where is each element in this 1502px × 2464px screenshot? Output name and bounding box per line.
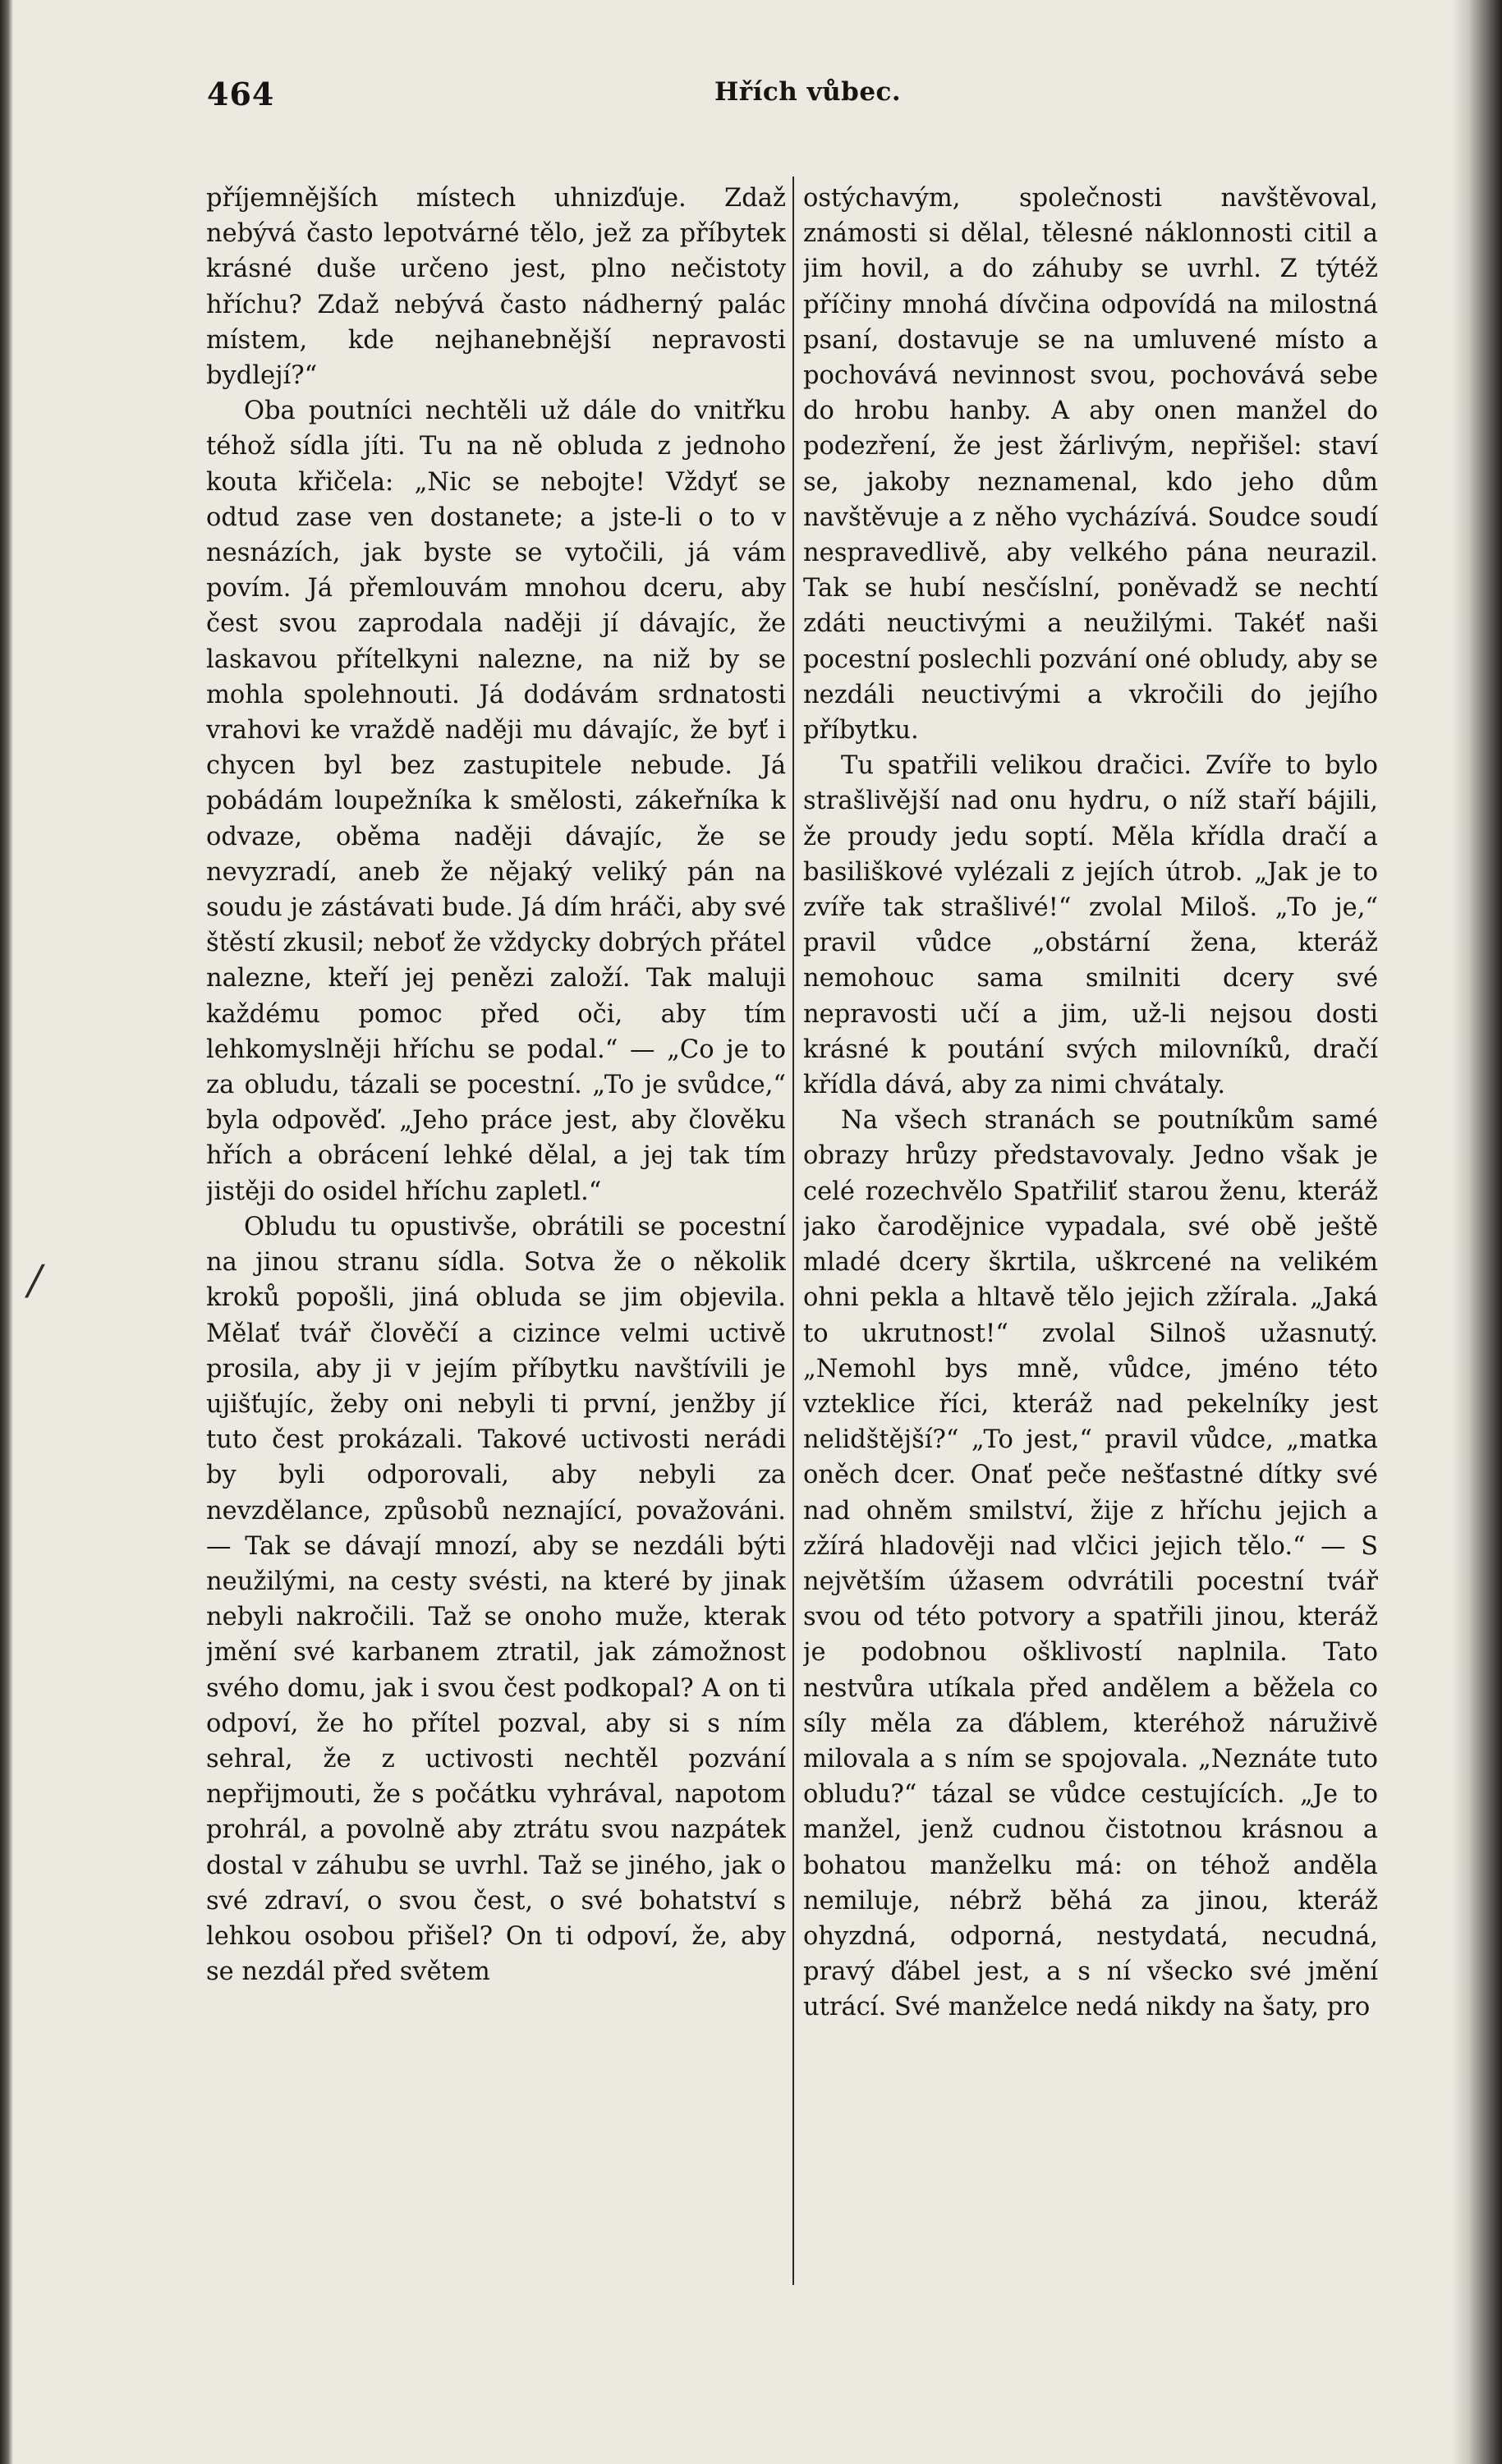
paragraph: příjemnějších místech uhnizďuje. Zdaž nebývá často lepotvárné tělo, jež za příbytek krásné duše určeno jest, plno nečistoty hříchu? Zdaž nebývá často nádherný palác místem, kde nejhanebnější nepravosti bydlejí?“ [206, 184, 786, 391]
paragraph: Tu spatřili velikou dračici. Zvíře to bylo strašlivější nad onu hydru, o níž staří bájili, že proudy jedu soptí. Měla křídla dračí a basiliškové vylézali z jejích útrob. „Jak je to zvíře tak strašlivé!“ zvolal Miloš. „To je,“ pravil vůdce „obstární žena, kteráž nemohouc sama smilniti dcery své nepravosti učí a jim, už-li nejsou dosti krásné k poutání svých milovníků, dračí křídla dává, aby za nimi chvátaly. [803, 751, 1378, 1100]
margin-pencil-mark: / [28, 1256, 42, 1304]
paragraph: Obludu tu opustivše, obrátili se pocestní na jinou stranu sídla. Sotva že o několik kroků popošli, jiná obluda se jim objevila. Mělať tvář člověčí a cizince velmi uctivě prosila, aby ji v jejím příbytku navštívili je ujišťujíc, žeby oni nebyli ti první, jenžby jí tuto čest prokázali. Takové uctivosti nerádi by byli odporovali, aby nebyli za nevzdělance, způsobů neznající, považováni. — Tak se dávají mnozí, aby se nezdáli býti neužilými, na cesty svésti, na které by jinak nebyli nakročili. Taž se onoho muže, kterak jmění své karbanem ztratil, jak zámožnost svého domu, jak i svou čest podkopal? A on ti odpoví, že ho přítel pozval, aby si s ním sehral, že z uctivosti nechtěl pozvání nepřijmouti, že s počátku vyhrával, napotom prohrál, a povolně aby ztrátu svou nazpátek dostal v záhubu se uvrhl. Taž se jiného, jak o své zdraví, o svou čest, o své bohatství s lehkou osobou přišel? On ti odpoví, že, aby se nezdál před světem [206, 1212, 786, 1987]
paragraph: Na všech stranách se poutníkům samé obrazy hrůzy představovaly. Jedno však je celé rozechvělo Spatřiliť starou ženu, kteráž jako čarodějnice vypadala, své obě ještě mladé dcery škrtila, uškrcené na velikém ohni pekla a hltavě tělo jejich zžírala. „Jaká to ukrutnost!“ zvolal Silnoš užasnutý. „Nemohl bys mně, vůdce, jméno této vzteklice říci, kteráž nad pekelníky jest nelidštější?“ „To jest,“ pravil vůdce, „matka oněch dcer. Onať peče nešťastné dítky své nad ohněm smilství, žije z hříchu jejich a zžírá hladověji nad vlčici jejich tělo.“ — S největším úžasem odvrátili pocestní tvář svou od této potvory a spatřili jinou, kteráž je podobnou ošklivostí naplnila. Tato nestvůra utíkala před andělem a běžela co síly měla za ďáblem, kteréhož náruživě milovala a s ním se spojovala. „Neznáte tuto obludu?“ tázal se vůdce cestujících. „Je to manžel, jenž cudnou čistotnou krásnou a bohatou manželku má: on téhož anděla nemiluje, nébrž běhá za jinou, kteráž ohyzdná, odporná, nestydatá, necudná, pravý ďábel jest, a s ní všecko své jmění utrácí. Své manželce nedá nikdy na šaty, pro [803, 1106, 1378, 2022]
left-column [206, 181, 786, 2381]
page-edge-shadow-right [1451, 0, 1502, 2464]
running-title: Hřích vůbec. [714, 77, 902, 107]
right-column [803, 181, 1378, 2381]
page-edge-shadow-left [0, 0, 13, 2464]
paragraph: Oba poutníci nechtěli už dále do vnitřku téhož sídla jíti. Tu na ně obluda z jednoho kouta křičela: „Nic se nebojte! Vždyť se odtud zase ven dostanete; a jste-li o to v nesnázích, jak byste se vytočili, já vám povím. Já přemlouvám mnohou dceru, aby čest svou zaprodala naději jí dávajíc, že laskavou přítelkyni nalezne, na niž by se mohla spolehnouti. Já dodávám srdnatosti vrahovi ke vraždě naději mu dávajíc, že byť i chycen byl bez zastupitele nebude. Já pobádám loupežníka k smělosti, zákeřníka k odvaze, oběma naději dávajíc, že se nevyzradí, aneb že nějaký veliký pán na soudu je zástávati bude. Já dím hráči, aby své štěstí zkusil; neboť že vždycky dobrých přátel nalezne, kteří jej penězi založí. Tak maluji každému pomoc před oči, aby tím lehkomyslněji hříchu se podal.“ — „Co je to za obludu, tázali se pocestní. „To je svůdce,“ byla odpověď. „Jeho práce jest, aby člověku hřích a obrácení lehké dělal, a jej tak tím jistěji do osidel hříchu zapletl.“ [206, 397, 786, 1206]
column-divider-rule [792, 177, 794, 2285]
page-header [0, 76, 1502, 117]
paragraph: ostýchavým, společnosti navštěvoval, známosti si dělal, tělesné náklonnosti citil a jim hovil, a do záhuby se uvrhl. Z týtéž příčiny mnohá dívčina odpovídá na milostná psaní, dostavuje se na umluvené místo a pochovává nevinnost svou, pochovává sebe do hrobu hanby. A aby onen manžel do podezření, že jest žárlivým, nepřišel: staví se, jakoby neznamenal, kdo jeho dům navštěvuje a z něho vycházívá. Soudce soudí nespravedlivě, aby velkého pána neurazil. Tak se hubí nesčíslní, poněvadž se nechtí zdáti neuctivými a neužilými. Takéť naši pocestní poslechli pozvání oné obludy, aby se nezdáli neuctivými a vkročili do jejího příbytku. [803, 184, 1378, 746]
page-number: 464 [207, 76, 275, 112]
